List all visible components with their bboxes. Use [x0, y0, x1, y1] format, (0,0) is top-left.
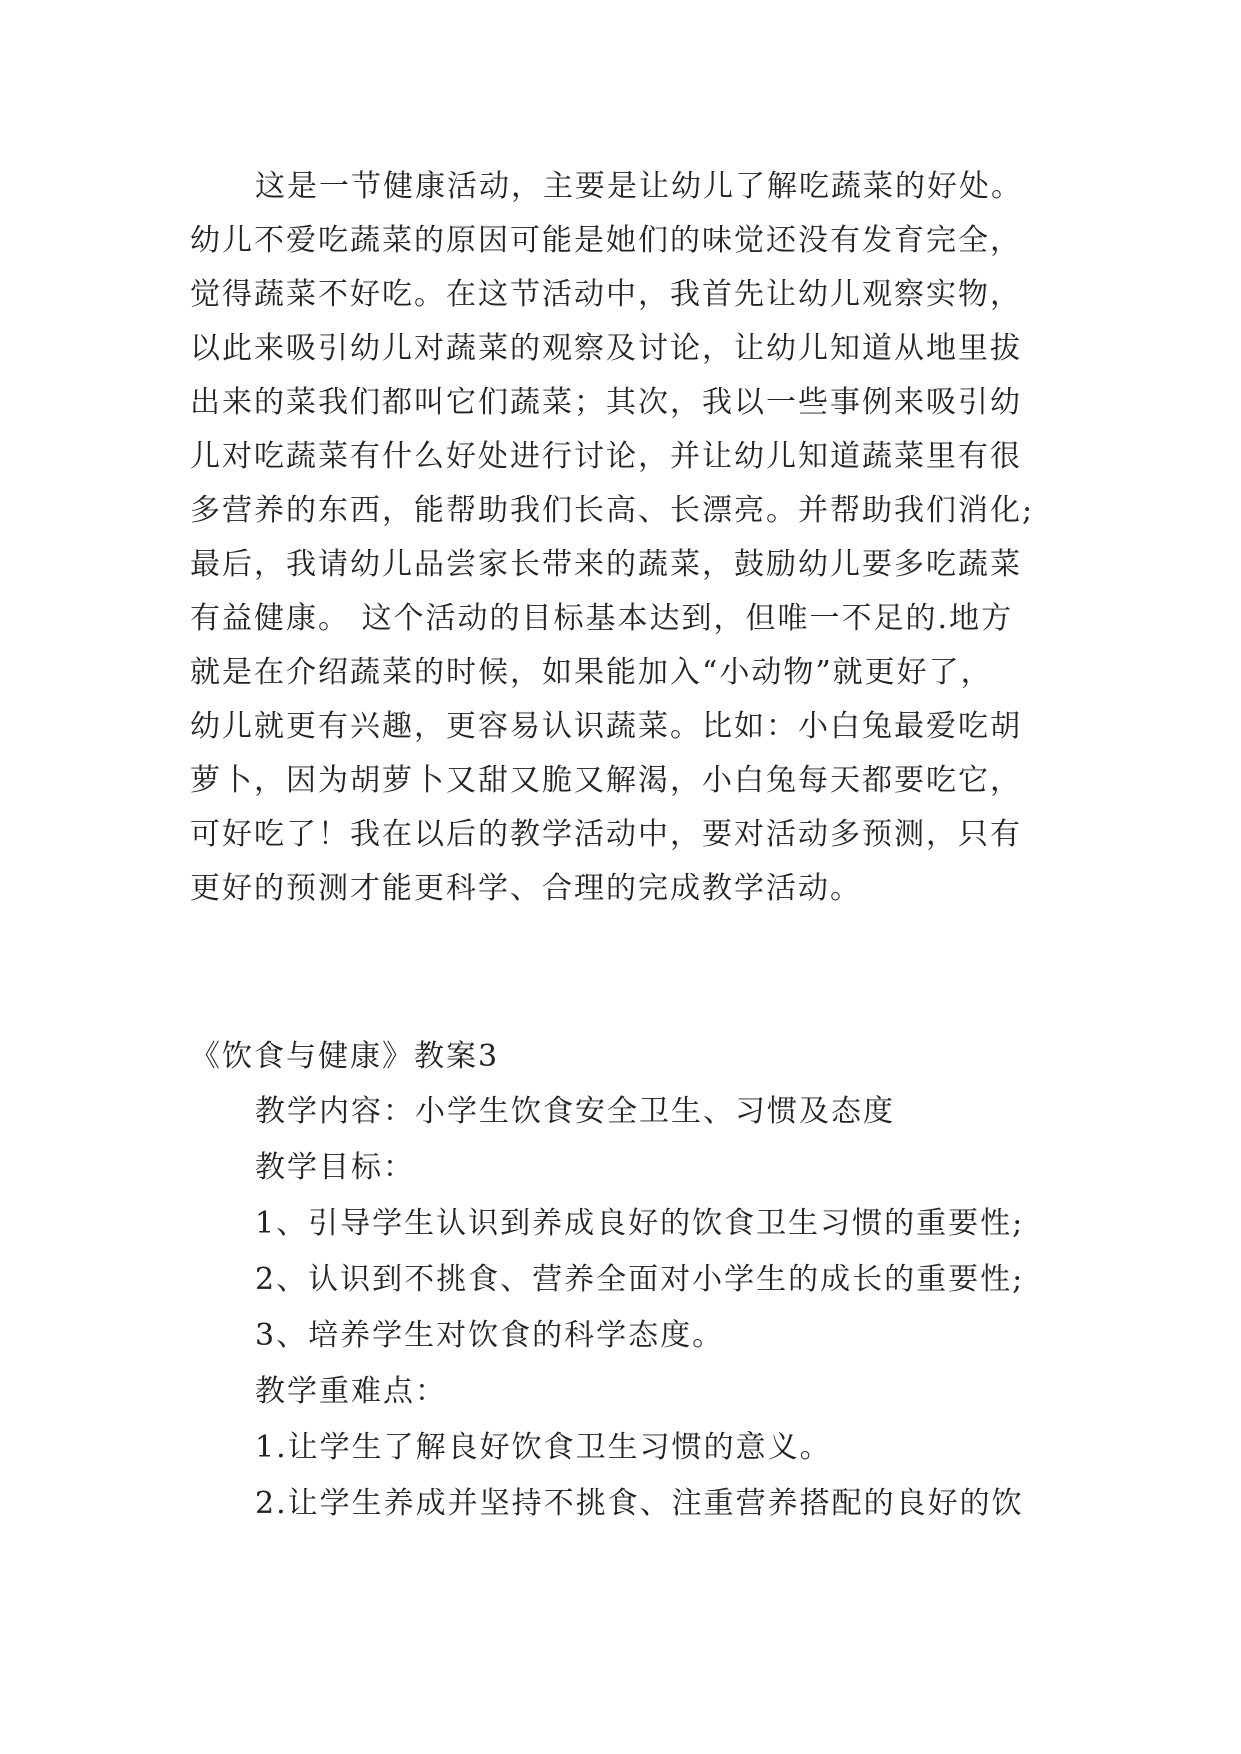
- paragraph-line: 萝卜，因为胡萝卜又甜又脆又解渴，小白兔每天都要吃它，: [190, 763, 1022, 798]
- paragraph-line: 幼儿就更有兴趣，更容易认识蔬菜。比如：小白兔最爱吃胡: [190, 709, 1022, 744]
- key-points-heading: 教学重难点：: [255, 1374, 447, 1409]
- key-point-item: 2.让学生养成并坚持不挑食、注重营养搭配的良好的饮: [255, 1486, 1024, 1521]
- paragraph-line: 以此来吸引幼儿对蔬菜的观察及讨论，让幼儿知道从地里拔: [190, 331, 1022, 366]
- teaching-goals-heading: 教学目标：: [255, 1150, 415, 1185]
- reflection-paragraph: [190, 160, 1070, 916]
- goal-item: 2、认识到不挑食、营养全面对小学生的成长的重要性;: [255, 1262, 1025, 1297]
- paragraph-line: 儿对吃蔬菜有什么好处进行讨论，并让幼儿知道蔬菜里有很: [190, 439, 1022, 474]
- paragraph-line: 幼儿不爱吃蔬菜的原因可能是她们的味觉还没有发育完全，: [190, 223, 1022, 258]
- paragraph-line: 有益健康。 这个活动的目标基本达到，但唯一不足的.地方: [190, 601, 1014, 636]
- paragraph-line: 可好吃了！我在以后的教学活动中，要对活动多预测，只有: [190, 817, 1022, 852]
- paragraph-line: 觉得蔬菜不好吃。在这节活动中，我首先让幼儿观察实物，: [190, 277, 1022, 312]
- goal-item: 3、培养学生对饮食的科学态度。: [255, 1318, 725, 1353]
- teaching-content: 教学内容：小学生饮食安全卫生、习惯及态度: [255, 1094, 895, 1129]
- goal-item: 1、引导学生认识到养成良好的饮食卫生习惯的重要性;: [255, 1206, 1025, 1241]
- lesson-plan-section: [190, 1030, 1070, 1532]
- key-point-item: 1.让学生了解良好饮食卫生习惯的意义。: [255, 1430, 832, 1465]
- section-title: 《饮食与健康》教案3: [190, 1039, 500, 1074]
- paragraph-line: 就是在介绍蔬菜的时候，如果能加入“小动物”就更好了，: [190, 655, 993, 690]
- paragraph-line: 出来的菜我们都叫它们蔬菜；其次，我以一些事例来吸引幼: [190, 385, 1022, 420]
- paragraph-line: 最后，我请幼儿品尝家长带来的蔬菜，鼓励幼儿要多吃蔬菜: [190, 547, 1022, 582]
- paragraph-line: 更好的预测才能更科学、合理的完成教学活动。: [190, 871, 862, 906]
- paragraph-line: 这是一节健康活动，主要是让幼儿了解吃蔬菜的好处。: [255, 169, 1023, 204]
- paragraph-line: 多营养的东西，能帮助我们长高、长漂亮。并帮助我们消化;: [190, 493, 1035, 528]
